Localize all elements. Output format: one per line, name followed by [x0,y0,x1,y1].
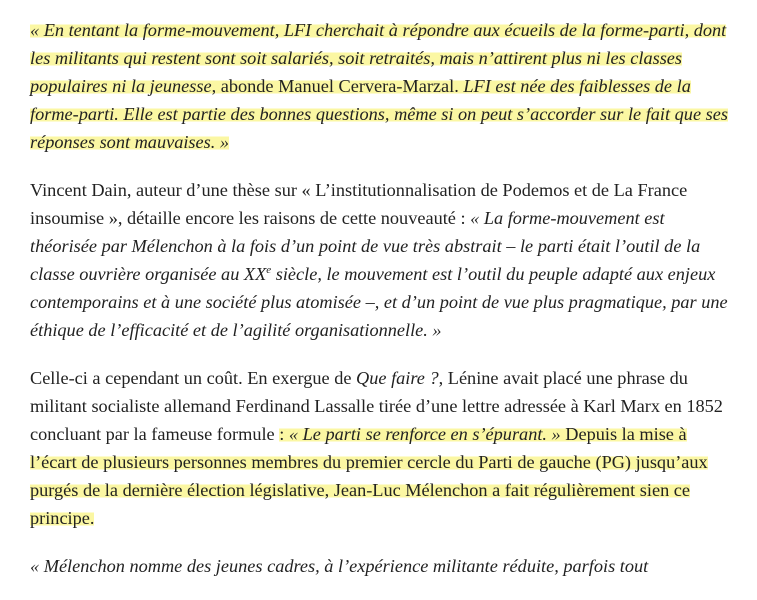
paragraph-lenine-lassalle [30,364,730,532]
paragraph-melenchon-cadres [30,552,730,580]
paragraph-text: , Lénine avait placé une phrase du militant socialiste allemand Ferdinand Lassalle tirée d’une lettre adressée à Karl Marx en 1852 concluant par la fameuse formule [30,368,723,444]
highlighted-text[interactable]: : [279,424,289,444]
book-title: Que faire ? [356,368,439,388]
highlighted-text[interactable]: Depuis la mise à l’écart de plusieurs personnes membres du premier cercle du Parti de gauche (PG) jusqu’aux purgés de la dernière élection législative, Jean-Luc Mélenchon a fait régulièrement sien ce principe. [30,424,708,528]
quote-text: « La forme-mouvement est théorisée par Mélenchon à la fois d’un point de vue très abstrait – le parti était l’outil de la classe ouvrière organisée au XX [30,208,701,284]
paragraph-text: Vincent Dain, auteur d’une thèse sur « L’institutionnalisation de Podemos et de La France insoumise », détaille encore les raisons de cette nouveauté : [30,180,688,228]
quote-attribution[interactable]: , abonde Manuel Cervera-Marzal. [211,76,464,96]
article-body [30,16,730,600]
highlighted-quote[interactable]: LFI est née des faiblesses de la forme-parti. Elle est partie des bonnes questions, même si on peut s’accorder sur le fait que ses réponses sont mauvaises. » [30,76,728,152]
highlighted-quote[interactable]: « Le parti se renforce en s’épurant. » [288,424,561,444]
highlighted-quote[interactable]: « En tentant la forme-mouvement, LFI cherchait à répondre aux écueils de la forme-parti, dont les militants qui restent sont soit salariés, soit retraités, mais n’attirent plus ni les classes populaires ni la jeunesse [30,20,727,96]
quote-text: « Mélenchon nomme des jeunes cadres, à l’expérience militante réduite, parfois tout [30,556,649,576]
quote-text: siècle, le mouvement est l’outil du peuple adapté aux enjeux contemporains et à une société plus atomisée –, et d’un point de vue plus pragmatique, par une éthique de l’efficacité et de l’agilité organisationnelle. » [30,264,728,340]
paragraph-vincent-dain [30,176,730,344]
paragraph-cervera-marzal-quote [30,16,730,156]
century-superscript: e [266,263,272,276]
paragraph-text: Celle-ci a cependant un coût. En exergue de [30,368,357,388]
